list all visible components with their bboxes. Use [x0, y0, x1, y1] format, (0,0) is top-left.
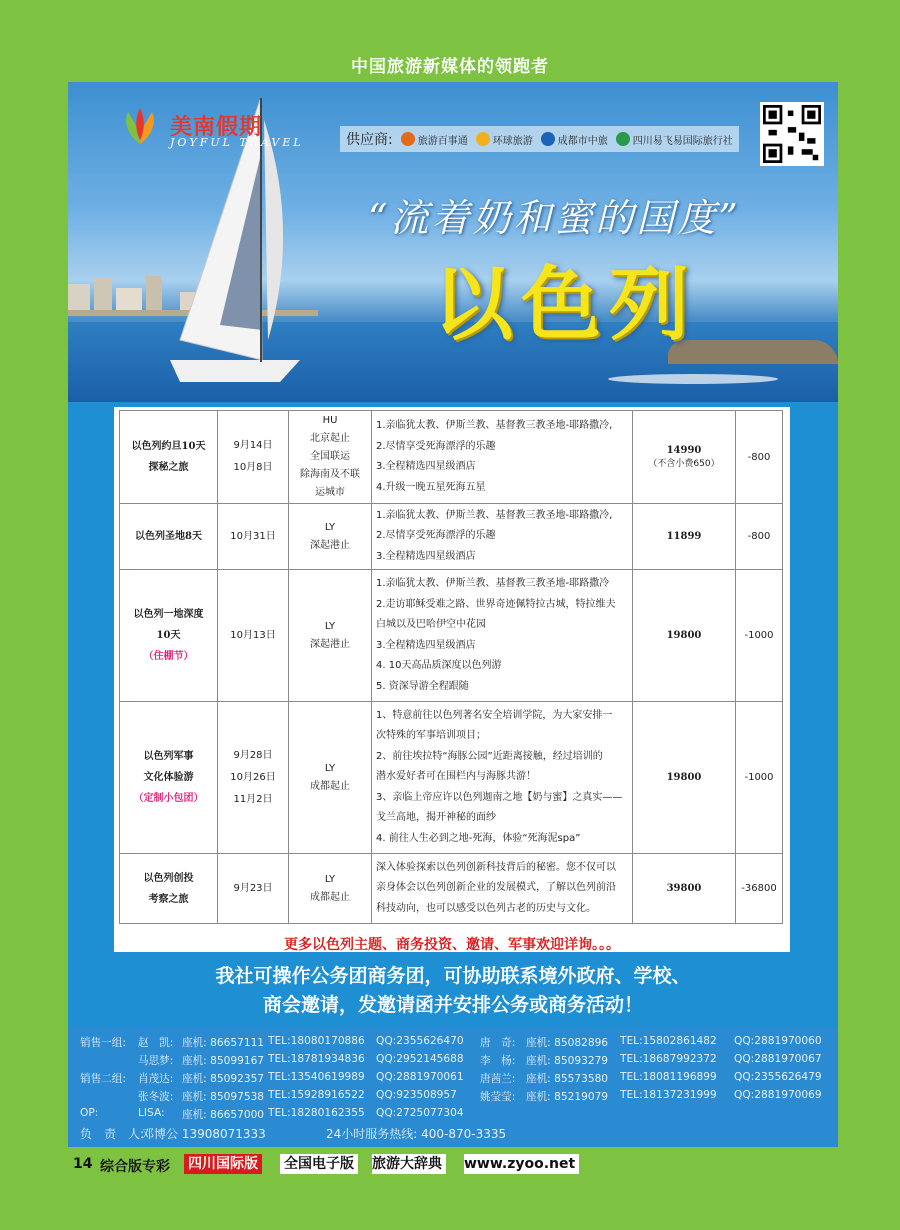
footer-bar: [0, 1152, 900, 1178]
tour-departure: LY 深起港止: [289, 570, 372, 702]
page-number: 14: [73, 1156, 93, 1172]
table-row: [120, 411, 783, 504]
contact-list: 销售一组: 赵 凯: 座机: 86657111 TEL:18080170886 QQ:2355626470 唐 奇: 座机: 85082896 TEL:15802861482 QQ:2881970060 马思梦: 座机: 85099167 TEL:18781934836 QQ:2952145688 李 杨: 座机: 85093279 TEL:18687992372 QQ:2881970067 销售二组: 肖茂达: 座机: 85092357 TEL:13540619989 QQ:2881970061 唐茜兰: 座机: 85573580 TEL:18081196899 QQ:2355626479 张冬波: 座机: 85097538 TEL:15928916522 QQ:923508957 姚莹莹: 座机: 85219079 TEL:18137231999 QQ:2881970069 OP: LISA: 座机: 86657000 TEL:18280162355 QQ:2725077304 负 责 人: 邓博公 13908071333 24小时服务热线: 400-870-3335: [68, 1027, 838, 1147]
table-row: [120, 702, 783, 854]
tour-departure: LY 成都起止: [289, 702, 372, 854]
supplier-label: 供应商:: [346, 132, 393, 148]
tour-discount: -800: [736, 411, 783, 504]
tour-discount: -1000: [736, 702, 783, 854]
tour-dates: 9月28日 10月26日 11月2日: [218, 702, 289, 854]
tour-highlights: 1.亲临犹太教、伊斯兰教、基督教三教圣地-耶路撒冷, 2.尽情享受死海漂浮的乐趣 3.全程精选四星级酒店: [372, 504, 633, 570]
service-description: 我社可操作公务团商务团，可协助联系境外政府、学校、 商会邀请，发邀请函并安排公务或商务活动！: [215, 965, 691, 1016]
footer-dictionary: 旅游大辞典: [372, 1154, 446, 1174]
supplier-logo-icon: [476, 132, 490, 146]
brand-name-en: JOYFUL TRAVEL: [170, 136, 304, 149]
tour-highlights: 1.亲临犹太教、伊斯兰教、基督教三教圣地-耶路撒冷, 2.尽情享受死海漂浮的乐趣 3.全程精选四星级酒店 4.升级一晚五星死海五星: [372, 411, 633, 504]
footer-section: 综合版专彩: [100, 1159, 170, 1175]
supplier-logo-icon: [541, 132, 555, 146]
supplier-logo-icon: [401, 132, 415, 146]
tour-table: [119, 410, 783, 924]
tour-discount: -36800: [736, 854, 783, 924]
tour-price: 39800: [633, 854, 736, 924]
tour-name: 以色列圣地8天: [120, 504, 218, 570]
tour-highlights: 1.亲临犹太教、伊斯兰教、基督教三教圣地-耶路撒冷 2.走访耶稣受难之路、世界奇迹佩特拉古城，特拉维夫 白城以及巴哈伊空中花园 3.全程精选四星级酒店 4. 10天高品质深度以色列游 5. 资深导游全程跟随: [372, 570, 633, 702]
table-row: [120, 504, 783, 570]
wave-image: [608, 374, 778, 384]
supplier-item: 旅游百事通: [401, 132, 468, 147]
brand-name-cn: 美南假期: [170, 115, 263, 140]
tour-dates: 9月14日 10月8日: [218, 411, 289, 504]
tour-price: 19800: [633, 702, 736, 854]
tour-dates: 10月31日: [218, 504, 289, 570]
tour-dates: 10月13日: [218, 570, 289, 702]
tour-table-panel: [114, 407, 790, 952]
supplier-logo-icon: [616, 132, 630, 146]
footer-edition: 四川国际版: [184, 1154, 262, 1174]
supplier-item: 四川易飞易国际旅行社: [616, 132, 733, 147]
hero-banner: [68, 82, 838, 402]
more-themes-note: 更多以色列主题、商务投资、邀请、军事欢迎详询。。。: [284, 937, 620, 953]
tour-name: 以色列军事 文化体验游 （定制小包团）: [120, 702, 218, 854]
supplier-strip: [340, 126, 739, 152]
price-note: （不含小费650）: [648, 459, 720, 469]
top-slogan: 中国旅游新媒体的领跑者: [351, 57, 549, 77]
tour-departure: HU 北京起止 全国联运 除海南及不联 运城市: [289, 411, 372, 504]
table-row: [120, 570, 783, 702]
tour-name: 以色列约旦10天 探秘之旅: [120, 411, 218, 504]
tour-name: 以色列创投 考察之旅: [120, 854, 218, 924]
tour-discount: -800: [736, 504, 783, 570]
tour-price: 19800: [633, 570, 736, 702]
country-title: 以色列: [433, 258, 697, 351]
supplier-item: 环球旅游: [476, 132, 533, 147]
tour-departure: LY 成都起止: [289, 854, 372, 924]
tour-highlights: 1、特意前往以色列著名安全培训学院，为大家安排一 次特殊的军事培训项目； 2、前往埃拉特“海豚公园”近距离接触，经过培训的 潜水爱好者可在围栏内与海豚共游！ 3、亲临上帝应许以色列迦南之地【奶与蜜】之真实—— 戈兰高地，揭开神秘的面纱 4. 前往人生必到之地-死海，体验“死海泥spa”: [372, 702, 633, 854]
tour-highlights: 深入体验探索以色列创新科技背后的秘密。您不仅可以 亲身体会以色列创新企业的发展模式，了解以色列前沿 科技动向，也可以感受以色列古老的历史与文化。: [372, 854, 633, 924]
headline: “流着奶和蜜的国度”: [368, 196, 741, 240]
advert-page: [68, 82, 838, 1147]
supplier-item: 成都市中旅: [541, 132, 608, 147]
qr-code-icon[interactable]: [760, 102, 824, 166]
tour-name: 以色列一地深度 10天 （住棚节）: [120, 570, 218, 702]
footer-national: 全国电子版: [280, 1154, 358, 1174]
tour-discount: -1000: [736, 570, 783, 702]
footer-url[interactable]: www.zyoo.net: [464, 1154, 579, 1174]
leaf-logo-icon: [120, 106, 160, 146]
tour-price: 11899: [633, 504, 736, 570]
tour-departure: LY 深起港止: [289, 504, 372, 570]
tour-price: 14990 （不含小费650）: [633, 411, 736, 504]
tour-dates: 9月23日: [218, 854, 289, 924]
table-row: [120, 854, 783, 924]
